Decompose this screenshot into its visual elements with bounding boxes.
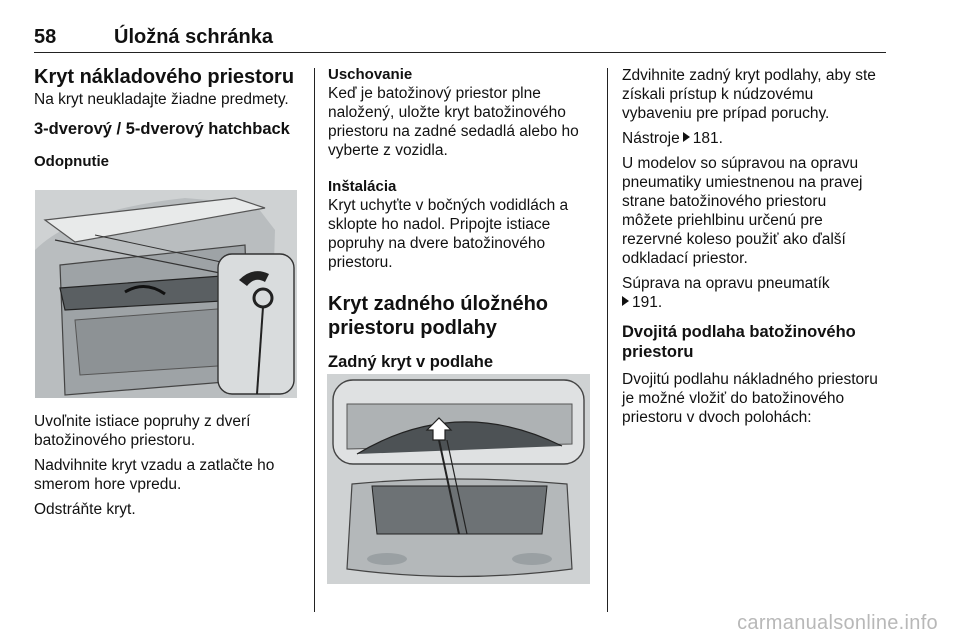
kit-reference bbox=[622, 274, 892, 312]
instruction-1: Uvoľnite istiace popruhy z dverí batožinového priestoru. bbox=[34, 413, 251, 449]
instruction-2: Nadvihnite kryt vzadu a zatlačte ho smerom hore vpredu. bbox=[34, 457, 275, 493]
column-2 bbox=[328, 66, 596, 372]
page-reference-icon bbox=[622, 296, 629, 306]
watermark: carmanualsonline.info bbox=[737, 612, 938, 634]
lift-instruction: Zdvihnite zadný kryt podlahy, aby ste získali prístup k núdzovému vybaveniu pre prípad poruchy. bbox=[622, 67, 876, 122]
page-reference-icon bbox=[683, 132, 690, 142]
tools-page: 181. bbox=[692, 130, 723, 147]
install-heading: Inštalácia bbox=[328, 178, 397, 195]
page-header bbox=[34, 24, 886, 53]
variant-heading: 3-dverový / 5-dverový hatchback bbox=[34, 120, 290, 138]
storage-text: Keď je batožinový priestor plne naložený, uložte kryt batožinového priestoru na zadné sedadlá alebo ho vyberte z vozidla. bbox=[328, 85, 579, 159]
column-divider bbox=[314, 68, 315, 612]
kit-label: Súprava na opravu pneumatík bbox=[622, 275, 830, 292]
double-floor-heading: Dvojitá podlaha batožinového priestoru bbox=[622, 323, 856, 361]
install-text: Kryt uchyťte v bočných vodidlách a sklopte ho nadol. Pripojte istiace popruhy na dvere batožinového priestoru. bbox=[328, 197, 569, 271]
section-heading: Kryt nákladového priestoru bbox=[34, 66, 295, 88]
column-3 bbox=[622, 66, 892, 427]
floor-cover-illustration bbox=[327, 374, 590, 584]
instruction-3: Odstráňte kryt. bbox=[34, 501, 136, 518]
double-floor-text: Dvojitú podlahu nákladného priestoru je možné vložiť do batožinového priestoru v dvoch polohách: bbox=[622, 371, 878, 426]
kit-page: 191. bbox=[632, 294, 663, 311]
repair-kit-text: U modelov so súpravou na opravu pneumatiky umiestnenou na pravej strane batožinového priestoru môžete priehlbinu určenú pre rezervné koleso použiť ako ďalší odkladací priestor. bbox=[622, 155, 863, 267]
column-divider bbox=[607, 68, 608, 612]
storage-heading: Uschovanie bbox=[328, 66, 413, 83]
tools-label: Nástroje bbox=[622, 130, 680, 147]
floor-subheading: Zadný kryt v podlahe bbox=[328, 353, 494, 371]
page-number: 58 bbox=[34, 26, 57, 48]
trunk-cover-drawing bbox=[35, 190, 297, 398]
subheading: Odopnutie bbox=[34, 153, 109, 170]
trunk-cover-illustration bbox=[35, 190, 297, 398]
running-title: Úložná schránka bbox=[114, 26, 273, 48]
tools-reference bbox=[622, 129, 892, 148]
column-1 bbox=[34, 66, 302, 171]
intro-text: Na kryt neukladajte žiadne predmety. bbox=[34, 91, 289, 108]
column-1-lower bbox=[34, 412, 302, 519]
floor-section-heading: Kryt zadného úložného priestoru podlahy bbox=[328, 293, 548, 339]
floor-cover-drawing bbox=[327, 374, 590, 584]
